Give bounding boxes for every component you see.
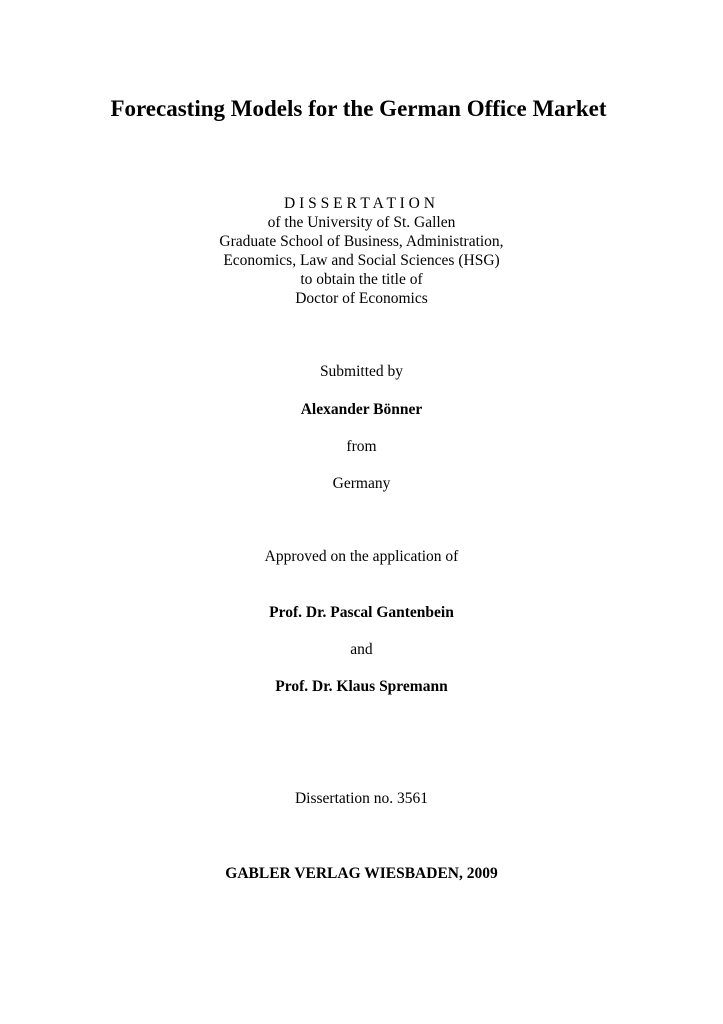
document-title: Forecasting Models for the German Office Market — [110, 96, 607, 121]
university-line: of the University of St. Gallen — [267, 214, 456, 231]
submitted-by-label: Submitted by — [319, 363, 404, 380]
origin-country: Germany — [332, 475, 391, 492]
advisor-2: Prof. Dr. Klaus Spremann — [275, 678, 448, 695]
dissertation-heading: D I S S E R T A T I O N — [284, 195, 435, 212]
dissertation-number: Dissertation no. 3561 — [294, 790, 429, 807]
degree-line: Doctor of Economics — [295, 290, 428, 307]
school-line-1: Graduate School of Business, Administration, — [219, 233, 504, 250]
author-name: Alexander Bönner — [300, 401, 423, 418]
purpose-line: to obtain the title of — [300, 271, 423, 288]
approved-label: Approved on the application of — [264, 548, 459, 565]
from-label: from — [346, 438, 377, 455]
school-line-2: Economics, Law and Social Sciences (HSG) — [223, 252, 500, 269]
advisor-1: Prof. Dr. Pascal Gantenbein — [269, 604, 454, 621]
and-label: and — [350, 641, 373, 658]
publisher-line: GABLER VERLAG WIESBADEN, 2009 — [225, 865, 498, 882]
